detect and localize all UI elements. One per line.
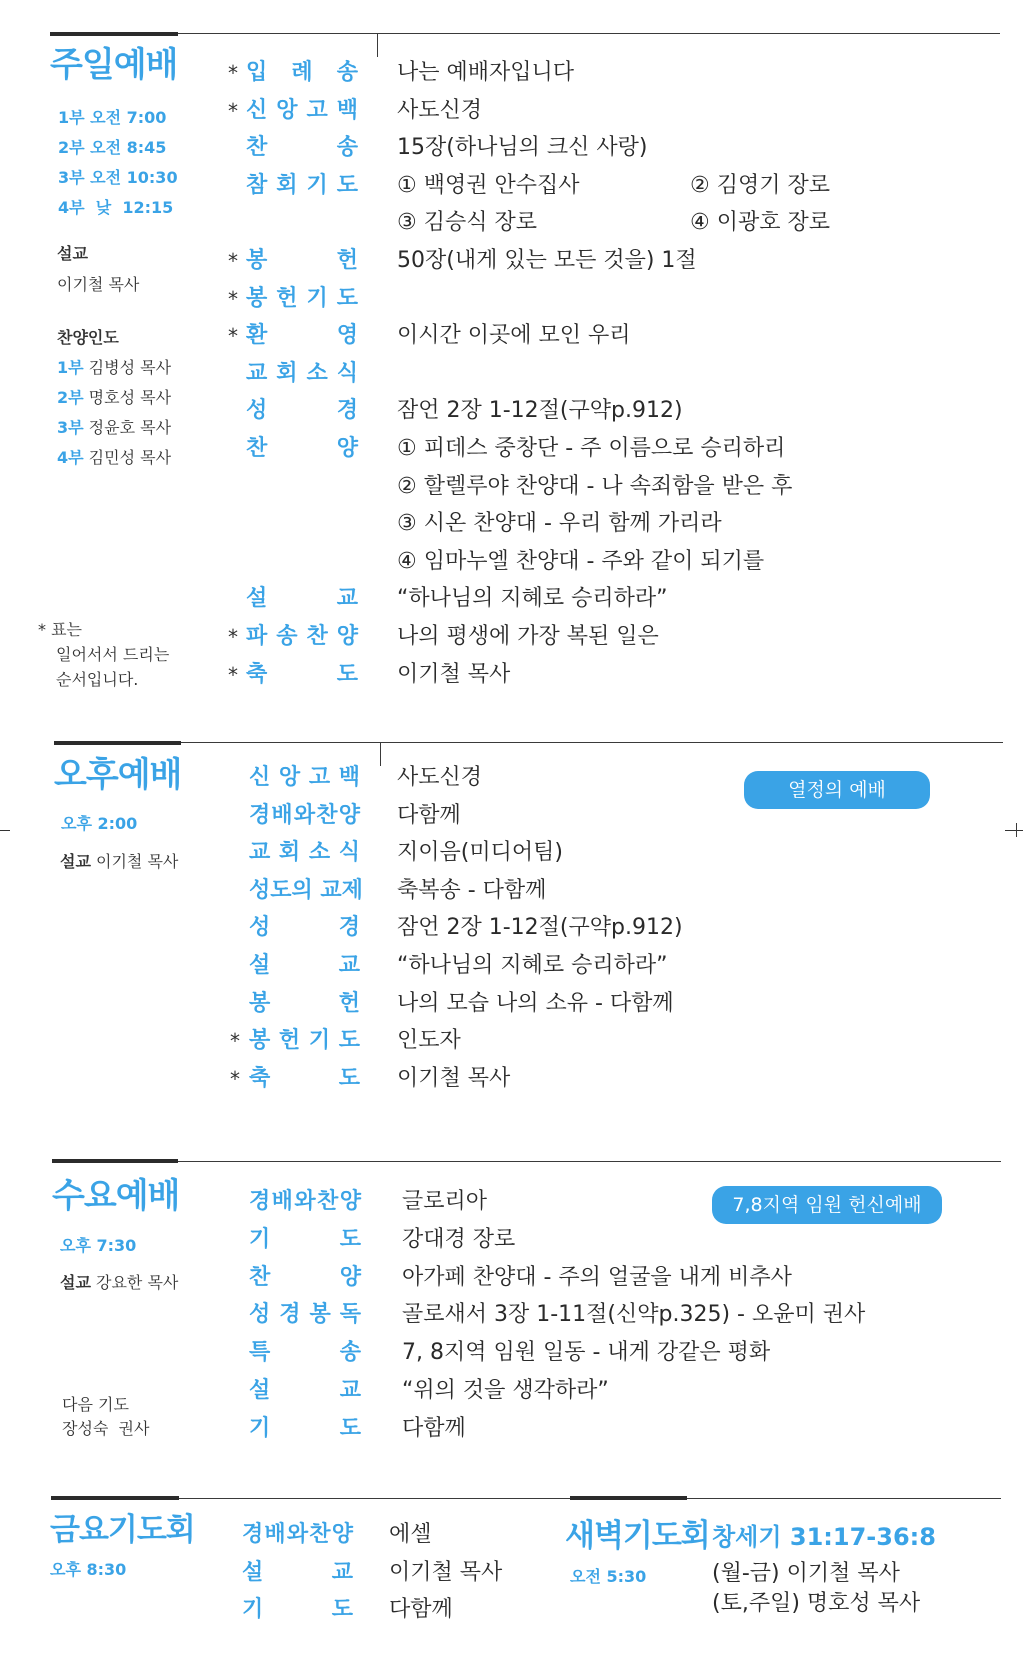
order-value: 잠언 2장 1-12절(구약p.912) <box>397 915 683 941</box>
order-label: 참 회 기 도 <box>246 172 358 198</box>
order-label: 설 교 <box>249 1378 361 1403</box>
praise-leader-2: 2부 명호성 목사 <box>57 388 172 407</box>
order-row <box>0 949 1023 983</box>
order-row <box>0 911 1023 945</box>
wednesday-time: 오후 7:30 <box>60 1236 137 1255</box>
service-time-1: 1부 오전 7:00 <box>58 108 167 127</box>
standing-mark: * <box>230 1029 240 1054</box>
order-row <box>0 470 1023 504</box>
order-value: 사도신경 <box>397 765 483 790</box>
afternoon-theme-badge: 열정의 예배 <box>744 771 930 809</box>
afternoon-sermon: 설교 이기철 목사 <box>60 852 179 871</box>
service-time-4: 4부 낮 12:15 <box>58 198 174 217</box>
afternoon-time: 오후 2:00 <box>61 814 138 833</box>
order-label: 경 배 와 찬 양 <box>242 1522 353 1547</box>
order-value: 나의 평생에 가장 복된 일은 <box>397 624 659 649</box>
order-label: 기 도 <box>249 1415 361 1441</box>
order-label: 신 앙 고 백 <box>249 765 360 790</box>
dawn-scripture: 창세기 31:17-36:8 <box>712 1523 936 1551</box>
order-value: ③ 시온 찬양대 - 우리 함께 가리라 <box>397 511 722 537</box>
standing-mark: * <box>228 61 238 85</box>
section-top-bar <box>50 32 178 36</box>
order-value: 50장(내게 있는 모든 것을) 1절 <box>397 248 697 273</box>
standing-mark: * <box>230 1066 240 1091</box>
order-label: 기 도 <box>242 1597 353 1622</box>
section-column-divider <box>377 33 378 57</box>
order-label: 축 도 <box>246 661 358 687</box>
order-value: 15장(하나님의 크신 사랑) <box>397 135 648 161</box>
praise-leader-heading: 찬양인도 <box>57 328 119 347</box>
friday-title: 금요기도회 <box>50 1512 195 1548</box>
standing-note-line-1: * 표는 <box>38 620 82 639</box>
dawn-weekday-leader: (월-금) 이기철 목사 <box>712 1561 900 1586</box>
order-label: 교 회 소 식 <box>246 360 358 386</box>
order-row <box>0 658 1023 692</box>
order-row <box>0 394 1023 428</box>
order-row <box>0 282 1023 316</box>
order-row <box>0 357 1023 391</box>
section-top-bar <box>51 1496 179 1500</box>
order-row <box>0 1223 1023 1257</box>
order-row <box>0 836 1023 870</box>
order-label: 파 송 찬 양 <box>246 624 358 649</box>
friday-time: 오후 8:30 <box>50 1560 127 1579</box>
order-value: 지이음(미디어팀) <box>397 840 563 866</box>
dawn-time: 오전 5:30 <box>570 1567 647 1586</box>
order-value: 축복송 - 다함께 <box>397 877 547 903</box>
order-row <box>0 1185 1023 1219</box>
order-value: 이시간 이곳에 모인 우리 <box>397 323 631 349</box>
standing-note-line-2: 일어서서 드리는 <box>56 645 170 664</box>
order-value: ① 피데스 중창단 - 주 이름으로 승리하리 <box>397 436 786 461</box>
sermon-heading: 설교 <box>57 244 88 263</box>
order-row <box>0 507 1023 541</box>
order-row <box>0 1298 1023 1332</box>
order-value: “위의 것을 생각하라” <box>402 1378 609 1403</box>
section-top-bar <box>52 1159 178 1163</box>
order-label: 찬 양 <box>249 1264 361 1290</box>
order-row <box>0 874 1023 908</box>
order-label: 교 회 소 식 <box>249 840 360 866</box>
order-value: 나는 예배자입니다 <box>397 60 575 85</box>
praise-leader-1: 1부 김병성 목사 <box>57 358 172 377</box>
order-value: 골로새서 3장 1-11절(신약p.325) - 오윤미 권사 <box>402 1302 866 1328</box>
order-row <box>0 1374 1023 1408</box>
section-top-bar <box>54 741 181 745</box>
wednesday-title: 수요예배 <box>52 1176 180 1216</box>
order-value: 다함께 <box>402 1415 466 1441</box>
service-time-2: 2부 오전 8:45 <box>58 138 167 157</box>
order-label: 봉 헌 기 도 <box>246 285 358 311</box>
order-row <box>0 761 1023 795</box>
section-divider <box>179 1498 570 1499</box>
section-top-bar <box>570 1496 687 1500</box>
order-row <box>0 206 1023 240</box>
order-value: ④ 임마누엘 찬양대 - 주와 같이 되기를 <box>397 548 765 574</box>
wednesday-theme-badge: 7,8지역 임원 헌신예배 <box>712 1186 942 1224</box>
order-label: 찬 양 <box>246 436 358 461</box>
order-value: 나의 모습 나의 소유 - 다함께 <box>397 990 674 1016</box>
order-row <box>0 799 1023 833</box>
order-label: 축 도 <box>249 1065 360 1091</box>
order-value: ③ 김승식 장로 <box>397 210 537 236</box>
order-row <box>0 987 1023 1021</box>
order-label: 성 경 봉 독 <box>249 1302 361 1328</box>
order-row <box>0 1024 1023 1058</box>
order-value: 사도신경 <box>397 97 483 123</box>
order-label: 봉 헌 <box>249 990 360 1016</box>
order-row <box>0 545 1023 579</box>
next-prayer-name: 장성숙 권사 <box>62 1419 150 1438</box>
order-row <box>0 1412 1023 1446</box>
order-row <box>0 131 1023 165</box>
standing-mark: * <box>228 286 238 311</box>
standing-mark: * <box>228 324 238 349</box>
standing-mark: * <box>228 249 238 273</box>
order-value: “하나님의 지혜로 승리하라” <box>397 953 668 978</box>
order-label: 경 배 와 찬 양 <box>249 802 360 828</box>
order-label: 성도의 교제 <box>249 877 363 903</box>
standing-mark: * <box>228 625 238 649</box>
order-value-secondary: ② 김영기 장로 <box>690 172 830 198</box>
order-value: 아가페 찬양대 - 주의 얼굴을 내게 비추사 <box>402 1264 792 1290</box>
order-label: 설 교 <box>249 953 360 978</box>
next-prayer-heading: 다음 기도 <box>62 1395 129 1414</box>
order-row <box>0 620 1023 654</box>
order-label: 성 경 <box>246 398 358 424</box>
order-value: 이기철 목사 <box>389 1559 503 1585</box>
order-row <box>0 244 1023 278</box>
order-value: ① 백영권 안수집사 <box>397 172 580 198</box>
order-value: 잠언 2장 1-12절(구약p.912) <box>397 398 683 424</box>
order-label: 성 경 <box>249 915 360 941</box>
standing-mark: * <box>228 98 238 123</box>
order-label: 신 앙 고 백 <box>246 97 358 123</box>
order-row <box>0 1062 1023 1096</box>
order-label: 경 배 와 찬 양 <box>249 1189 361 1214</box>
order-row <box>0 1336 1023 1370</box>
service-time-3: 3부 오전 10:30 <box>58 168 178 187</box>
order-value: 에셀 <box>389 1522 432 1547</box>
section-divider <box>178 33 1000 34</box>
order-label: 설 교 <box>242 1559 353 1585</box>
standing-note-line-3: 순서입니다. <box>56 670 139 689</box>
order-label: 기 도 <box>249 1226 361 1252</box>
section-divider <box>181 742 1003 743</box>
order-row <box>0 582 1023 616</box>
section-divider <box>178 1161 1001 1162</box>
sunday-title: 주일예배 <box>50 45 178 85</box>
order-label: 환 영 <box>246 323 358 349</box>
order-row <box>0 94 1023 128</box>
standing-mark: * <box>228 662 238 687</box>
sermon-preacher: 이기철 목사 <box>57 275 140 294</box>
wednesday-sermon: 설교 강요한 목사 <box>60 1273 179 1292</box>
order-row <box>0 56 1023 90</box>
praise-leader-4: 4부 김민성 목사 <box>57 448 172 467</box>
order-value: 이기철 목사 <box>397 661 511 687</box>
dawn-title: 새벽기도회 <box>565 1518 710 1554</box>
order-row <box>0 432 1023 466</box>
order-value: 강대경 장로 <box>402 1226 516 1252</box>
order-value: 이기철 목사 <box>397 1065 511 1091</box>
afternoon-title: 오후예배 <box>54 755 182 795</box>
order-label: 봉 헌 <box>246 248 358 273</box>
order-label: 특 송 <box>249 1340 361 1366</box>
order-value: 7, 8지역 임원 일동 - 내게 강같은 평화 <box>402 1340 771 1366</box>
order-value: 글로리아 <box>402 1189 488 1214</box>
order-row <box>0 1261 1023 1295</box>
dawn-weekend-leader: (토,주일) 명호성 목사 <box>712 1591 921 1616</box>
praise-leader-3: 3부 정윤호 목사 <box>57 418 172 437</box>
order-value: 다함께 <box>389 1597 453 1622</box>
order-value: 다함께 <box>397 802 461 828</box>
order-value: ② 할렐루야 찬양대 - 나 속죄함을 받은 후 <box>397 473 793 499</box>
order-label: 찬 송 <box>246 135 358 161</box>
section-divider <box>687 1498 1001 1499</box>
order-label: 설 교 <box>246 586 358 612</box>
order-row <box>0 169 1023 203</box>
order-row <box>0 319 1023 353</box>
order-label: 입 례 송 <box>246 60 358 85</box>
order-value: 인도자 <box>397 1028 461 1054</box>
order-label: 봉 헌 기 도 <box>249 1028 360 1054</box>
order-value: “하나님의 지혜로 승리하라” <box>397 586 668 612</box>
order-value-secondary: ④ 이광호 장로 <box>690 210 830 236</box>
